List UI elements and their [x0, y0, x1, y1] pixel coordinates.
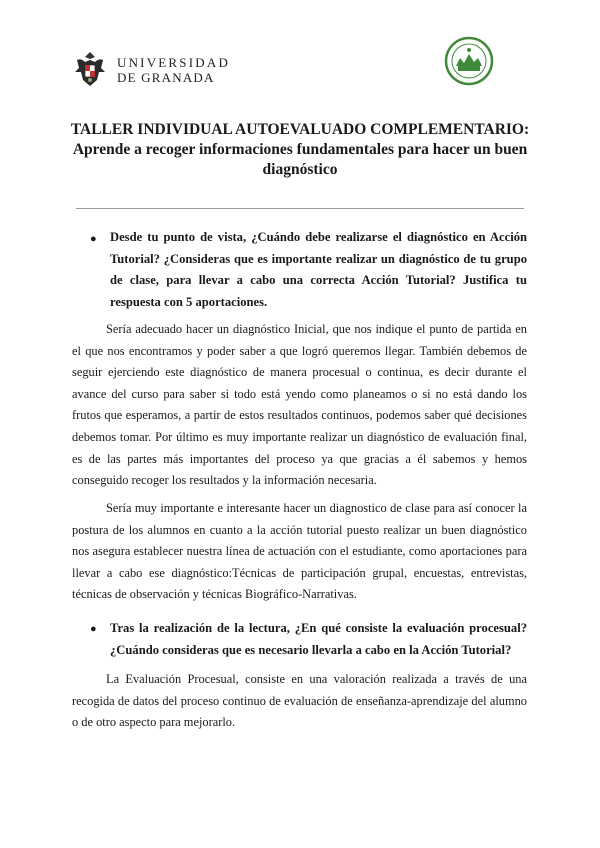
- green-seal-icon: [444, 36, 494, 86]
- university-logo: [71, 50, 230, 90]
- answer-paragraph-1: Sería adecuado hacer un diagnóstico Inicial, que nos indique el punto de partida en el que nos encontramos y poder saber a que logró queremos llegar. También debemos de seguir ejerciendo este diagnóstico de manera procesual o continua, es decir durante el avance del curso para saber si todo está yendo como planeamos o si no está dando los frutos que esperamos, a partir de estos resultados continuos, podemos saber qué decisiones debemos tomar. Por último es muy importante realizar un diagnóstico de evaluación final, es de las partes más importantes del proceso ya que gracias a él sabemos y hemos conseguido recoger los resultados y la información necesaria.: [72, 322, 527, 488]
- bullet-icon: ●: [90, 233, 97, 245]
- question-2: Tras la realización de la lectura, ¿En qué consiste la evaluación procesual? ¿Cuándo consideras que es necesario llevarla a cabo en la Acción Tutorial?: [110, 621, 527, 657]
- bullet-icon: ●: [90, 623, 97, 635]
- university-name-line2: DE GRANADA: [117, 70, 215, 85]
- university-name-line1: UNIVERSIDAD: [117, 55, 231, 70]
- question-1: Desde tu punto de vista, ¿Cuándo debe realizarse el diagnóstico en Acción Tutorial? ¿Consideras que es importante realizar un diagnóstico de tu grupo de clase, para llevar a cabo una correcta Acción Tutorial? Justifica tu respuesta con 5 aportaciones.: [110, 230, 527, 309]
- answer-paragraph-2: Sería muy importante e interesante hacer un diagnostico de clase para así conocer la postura de los alumnos en cuanto a la acción tutorial puesto realizar un buen diagnóstico nos asegura establecer nuestra línea de actuación con el estudiante, como aportaciones para llevar a cabo ese diagnóstico:Técnicas de participación grupal, encuestas, entrevistas, técnicas de observación y técnicas Biográfico-Narrativas.: [72, 501, 527, 602]
- university-crest-icon: [71, 50, 109, 90]
- document-title: [60, 120, 540, 180]
- answer-paragraph-3: La Evaluación Procesual, consiste en una valoración realizada a través de una recogida de datos del proceso continuo de evaluación de enseñanza-aprendizaje del alumno o de otro aspecto para mejorarlo.: [72, 672, 527, 730]
- title-line2: Aprende a recoger informaciones fundamentales para hacer un buen diagnóstico: [72, 141, 528, 178]
- title-divider: [76, 208, 524, 209]
- page-header: [0, 0, 600, 100]
- title-line1: TALLER INDIVIDUAL AUTOEVALUADO COMPLEMENTARIO:: [70, 121, 530, 138]
